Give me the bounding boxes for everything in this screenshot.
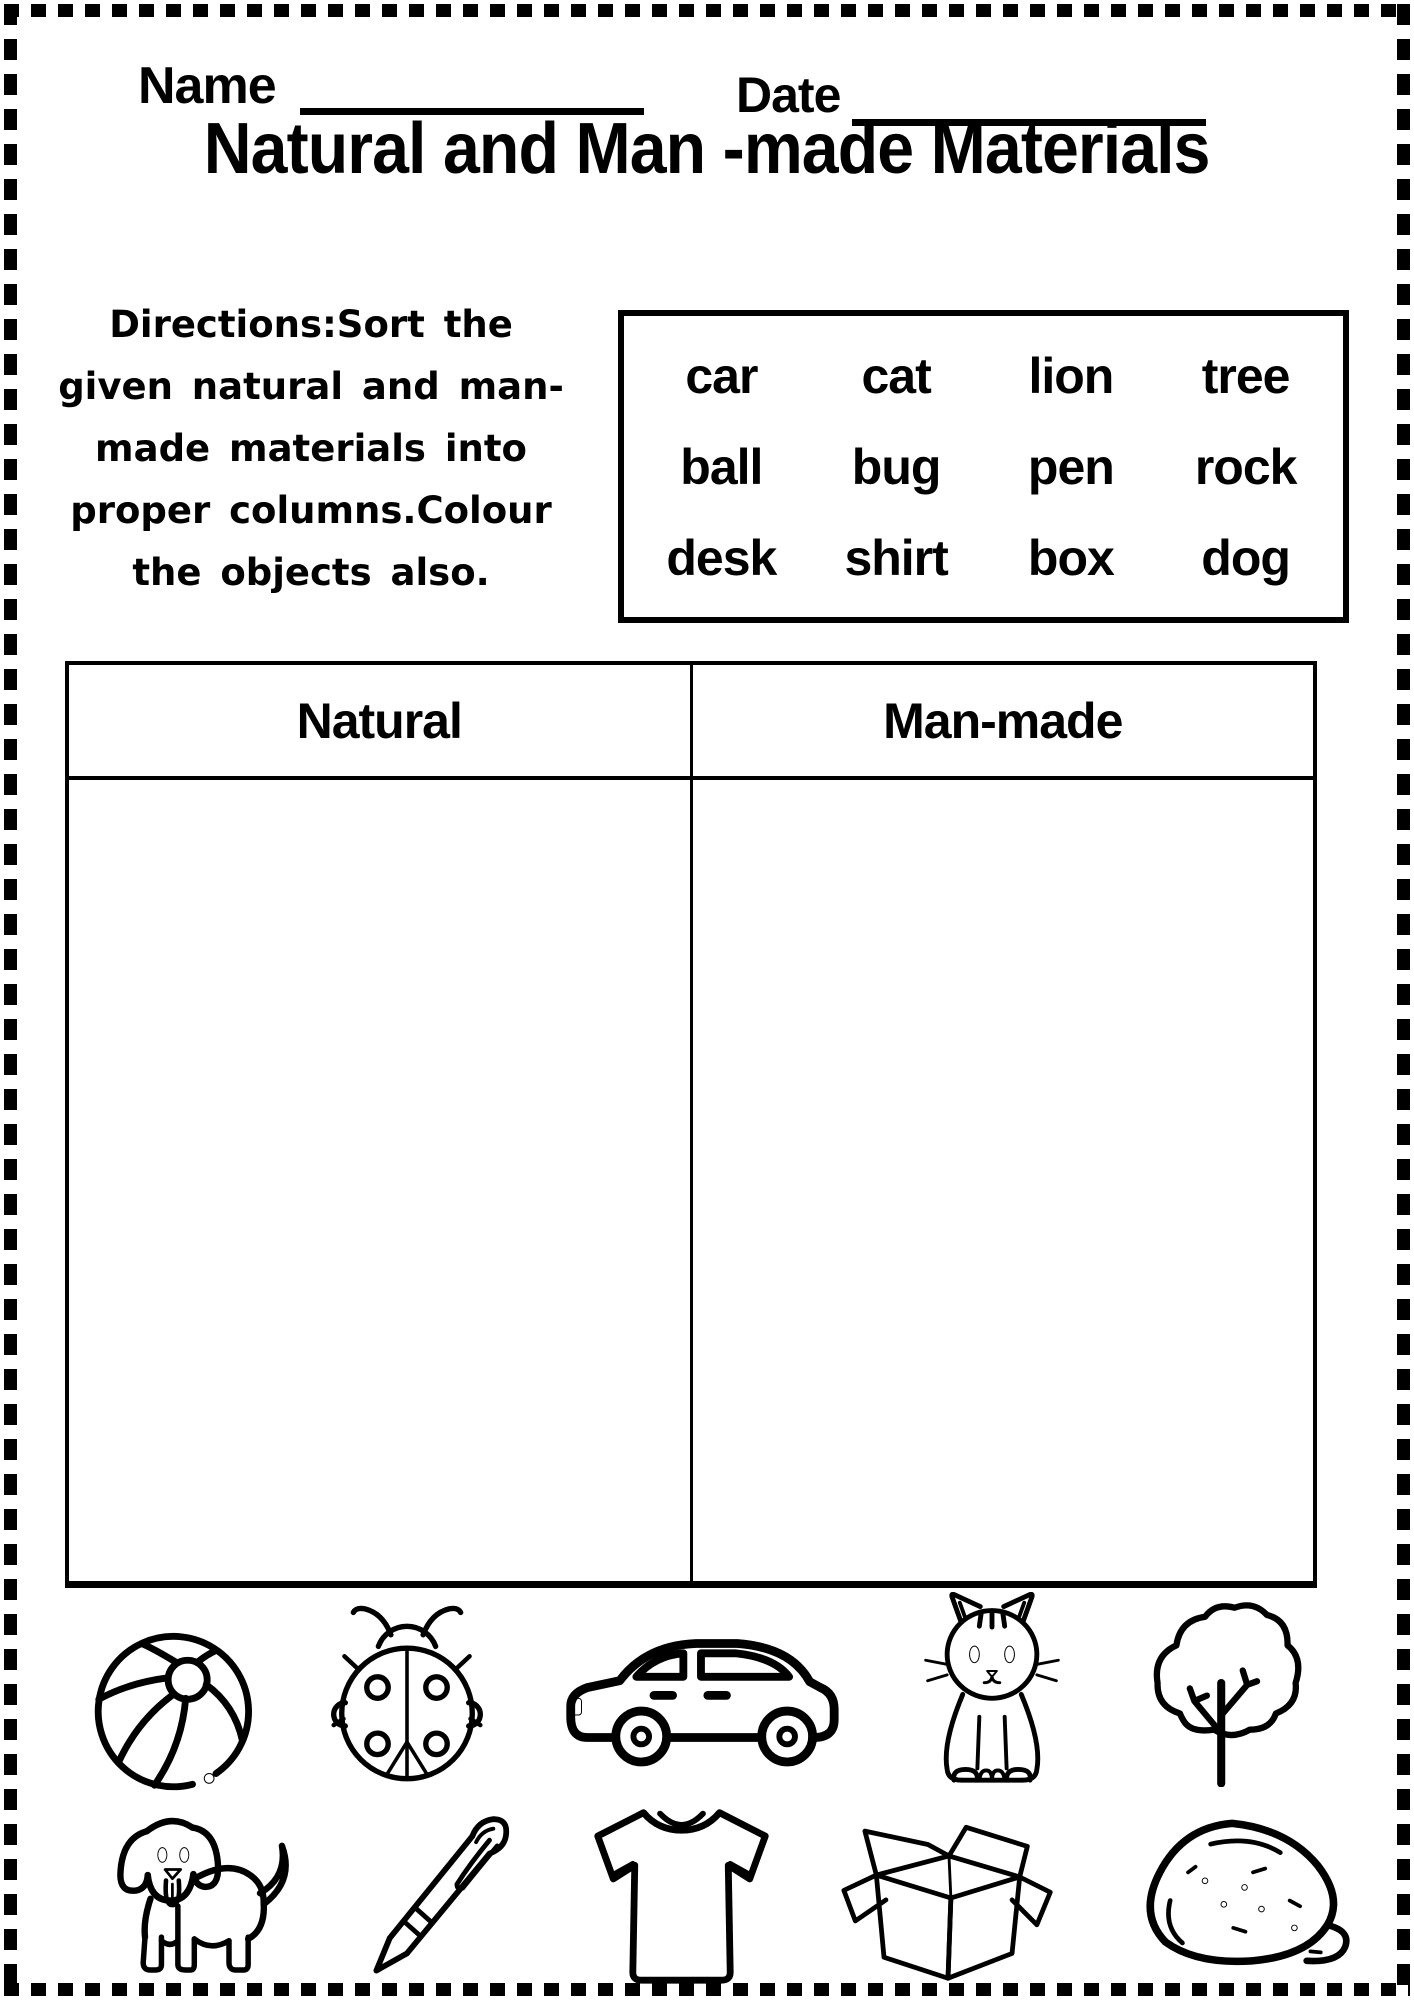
cat-image	[917, 1592, 1067, 1787]
page-border	[1397, 4, 1410, 1996]
column-header-natural: Natural	[296, 692, 462, 749]
word-bank-word: rock	[1194, 438, 1297, 495]
rock-image	[1115, 1814, 1359, 1974]
dog-image	[90, 1802, 305, 1980]
sorting-table	[65, 661, 1317, 1588]
images-row-2	[45, 1798, 1369, 1988]
tree-image	[1142, 1597, 1304, 1787]
ladybug-image	[331, 1597, 483, 1787]
word-bank-word: pen	[1027, 438, 1114, 495]
car-image	[558, 1612, 842, 1769]
word-bank-word: cat	[861, 347, 931, 404]
directions-text	[22, 294, 600, 604]
date-label: Date	[736, 67, 841, 123]
column-header-manmade: Man-made	[690, 665, 1314, 776]
beach-ball-image	[90, 1629, 256, 1795]
word-bank-word: bug	[851, 438, 941, 495]
natural-column-cell[interactable]	[69, 780, 690, 1581]
page-border	[4, 4, 17, 1996]
directions-line: proper columns.Colour	[70, 489, 552, 532]
manmade-column-cell[interactable]	[690, 780, 1314, 1581]
page-border	[4, 4, 1410, 17]
word-bank-word: box	[1027, 529, 1114, 586]
directions-line: made materials into	[95, 427, 527, 470]
word-bank-word: lion	[1028, 347, 1114, 404]
page-title: Natural and Man -made Materials	[204, 109, 1210, 189]
word-bank-word: car	[685, 347, 758, 404]
directions-line: the objects also.	[132, 551, 490, 594]
open-box-image	[836, 1812, 1061, 1984]
name-label: Name	[138, 57, 276, 115]
word-bank-word: desk	[666, 529, 777, 586]
pen-image	[359, 1798, 527, 1985]
t-shirt-image	[582, 1801, 782, 1988]
word-bank	[618, 310, 1349, 623]
directions-line: given natural and man-	[58, 365, 564, 408]
directions-line: Directions:Sort the	[109, 303, 513, 346]
word-bank-word: tree	[1201, 347, 1290, 404]
images-row-1	[45, 1590, 1369, 1795]
word-bank-word: ball	[680, 438, 763, 495]
word-bank-word: shirt	[844, 529, 948, 586]
word-bank-word: dog	[1201, 529, 1290, 586]
